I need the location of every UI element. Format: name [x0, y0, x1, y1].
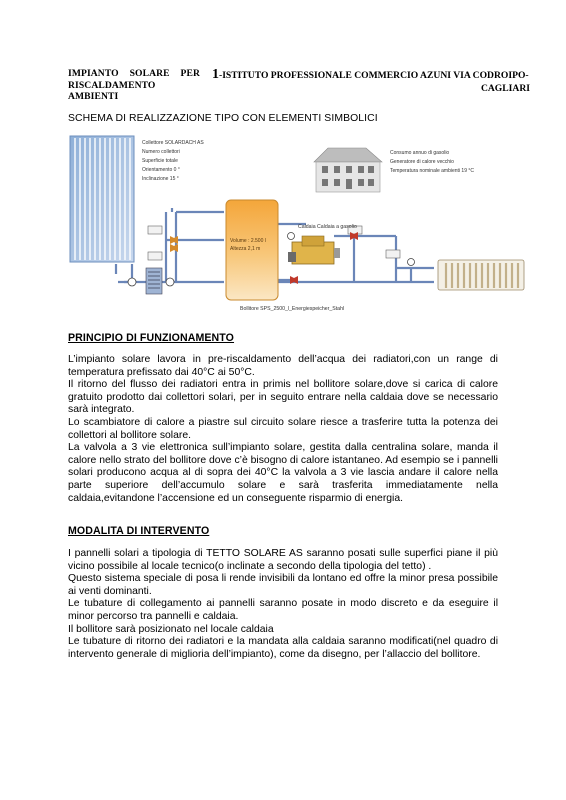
- header-left-title: IMPIANTO SOLARE PER RISCALDAMENTO AMBIENTI: [68, 68, 200, 102]
- header-page-number: 1: [212, 67, 219, 82]
- section-body-principio: [68, 354, 498, 505]
- house-icon: [314, 148, 382, 192]
- diagram-subtitle: SCHEMA DI REALIZZAZIONE TIPO CON ELEMENTI SIMBOLICI: [68, 113, 378, 124]
- tank-volume: Volume : 2.500 l: [230, 238, 266, 244]
- section-body-modalita: [68, 548, 498, 661]
- house-info: [390, 150, 474, 174]
- collector-info-line: Inclinazione 15 °: [142, 176, 179, 182]
- heat-exchanger-icon: [128, 268, 174, 294]
- collector-info-line: Collettore SOLARDACH AS: [142, 140, 204, 146]
- paragraph: Il bollitore sarà posizionato nel locale caldaia: [68, 623, 274, 635]
- tank-label: Bollitore SPS_2500_l_Energiespeicher_Stahl: [240, 306, 345, 312]
- radiator-icon: [438, 260, 524, 290]
- section-title-principio: PRINCIPIO DI FUNZIONAMENTO: [68, 332, 235, 344]
- collector-info-line: Numero collettori: [142, 149, 180, 155]
- paragraph: Il ritorno del flusso dei radiatori entra in primis nel bollitore solare,dove si carica di calore gratuito prodotto dai collettori solari, per in seguito entrare nella caldaia dove se necessario sarà integrato.: [68, 379, 498, 416]
- header-school-line1: -ISTITUTO PROFESSIONALE COMMERCIO AZUNI VIA CODROIPO-: [219, 70, 529, 81]
- paragraph: La valvola a 3 vie elettronica sull’impianto solare, gestita dalla centralina solare, manda il calore nello strato del bollitore dove c’è bisogno di calore istantaneo. Ad esempio se i pannelli solari producono acqua al di sopra dei 40°C la valvola a 3 vie lascia andare il calore nella parte superiore dell’accumulo solare e sarà trasferita immediatamente nella caldaia,evitandone l’accensione ed un conseguente risparmio di energia.: [68, 442, 498, 504]
- storage-tank: [226, 200, 278, 300]
- tank-height: Altezza 2,1 m: [230, 246, 261, 252]
- header-school-line2: CAGLIARI: [480, 83, 530, 94]
- house-info-line: Consumo annuo di gasolio: [390, 150, 450, 156]
- paragraph: Questo sistema speciale di posa li rende invisibili da lontano ed offre la minor presa possibile ai venti dominanti.: [68, 573, 498, 597]
- paragraph: L’impianto solare lavora in pre-riscaldamento dell’acqua dei radiatori,con un range di temperatura prefissato dai 40°C ai 50°C.: [68, 354, 498, 378]
- paragraph: Le tubature di ritorno dei radiatori e la mandata alla caldaia saranno modificati(nel quadro di intervento generale di miglioria dell’impianto), come da disegno, per l’allaccio del bollitore.: [68, 636, 498, 660]
- house-info-line: Temperatura nominale ambienti 19 °C: [390, 168, 474, 174]
- paragraph: Lo scambiatore di calore a piastre sul circuito solare riesce a trasferire tutta la potenza dei collettori al bollitore solare.: [68, 416, 498, 441]
- collector-info: [142, 140, 204, 182]
- paragraph: I pannelli solari a tipologia di TETTO SOLARE AS saranno posati sulle superfici piane il più vicino possibile al locale tecnico(o inclinate a secondo della tipologia del tetto) .: [68, 548, 498, 572]
- boiler-icon: [288, 236, 340, 264]
- header-right-title: [212, 68, 530, 95]
- solar-collector: [70, 136, 134, 262]
- collector-info-line: Superficie totale: [142, 158, 178, 164]
- system-diagram: [66, 132, 536, 324]
- paragraph: Le tubature di collegamento ai pannelli saranno posate in modo discreto e da eseguire il minor percorso tra pannelli e caldaia.: [68, 598, 498, 622]
- house-info-line: Generatore di calore vecchio: [390, 159, 454, 165]
- collector-info-line: Orientamento 0 °: [142, 167, 180, 173]
- boiler-label: Caldaia Caldaia a gasolio: [298, 224, 357, 230]
- section-title-modalita: MODALITA DI INTERVENTO: [68, 525, 210, 537]
